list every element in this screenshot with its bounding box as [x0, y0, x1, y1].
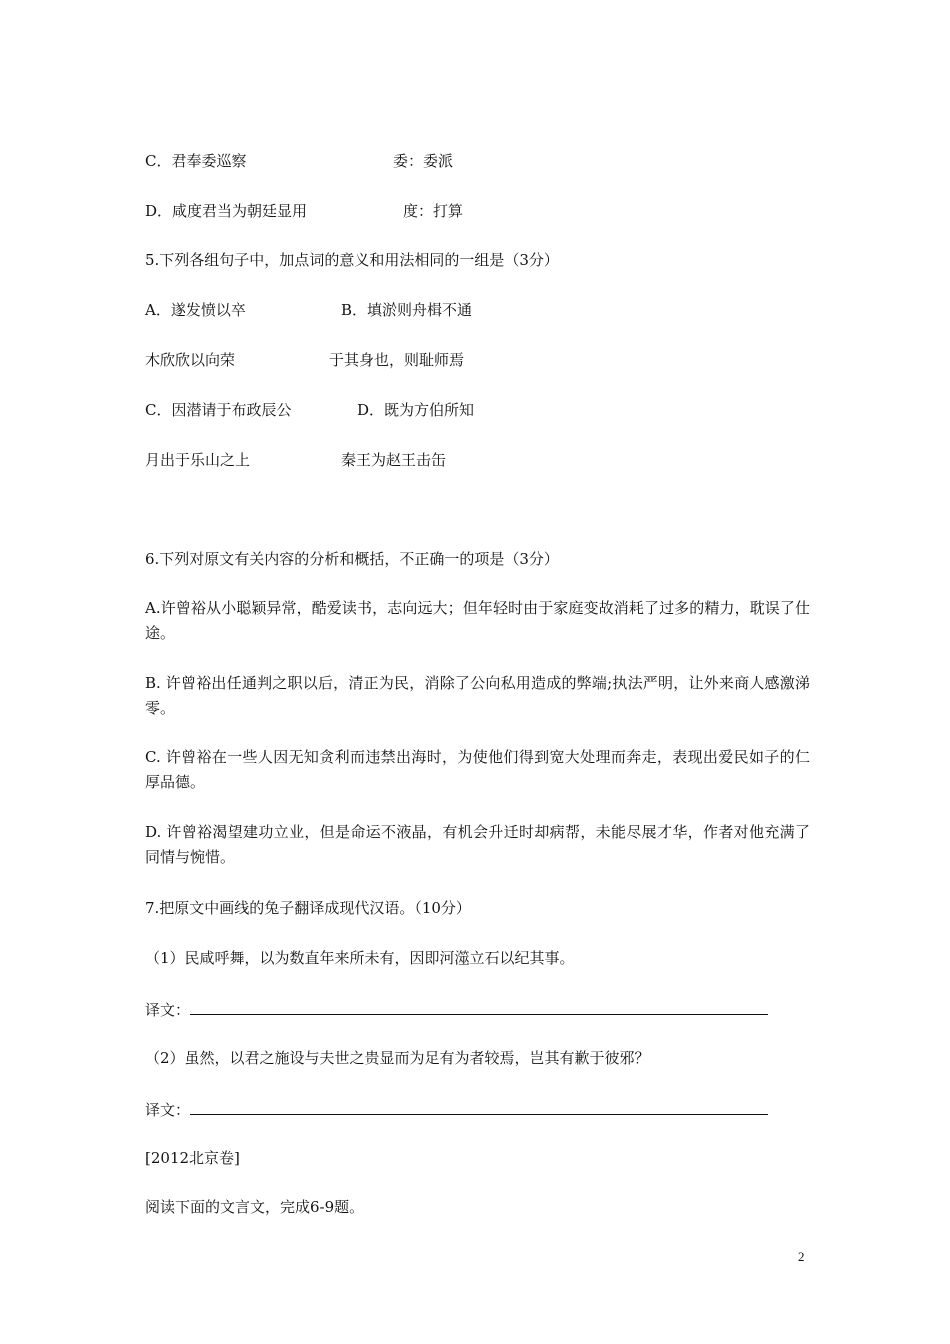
- q4-option-d-row: [145, 203, 307, 219]
- q6-option-d: D. 许曾裕渴望建功立业，但是命运不液晶，有机会升迁时却病帮，未能尽展才华，作者对他充满了同情与惋惜。: [145, 823, 810, 866]
- q6-stem: 6.下列对原文有关内容的分析和概括，不正确一的项是（3分）: [145, 550, 559, 568]
- section-intro: 阅读下面的文言文，完成6-9题。: [145, 1198, 365, 1216]
- q6-option-b: B. 许曾裕出任通判之职以后，清正为民，消除了公向私用造成的弊端;执法严明，让外来商人感激涕零。: [145, 674, 810, 717]
- q5-option-c-sentence2: 月出于乐山之上: [145, 451, 251, 469]
- q7-sentence-2: （2）虽然，以君之施设与夫世之贵显而为足有为者较焉，岂其有歉于彼邪？: [145, 1049, 650, 1067]
- q5-option-a-sentence2: 木欣欣以向荣: [145, 351, 236, 369]
- answer-blank-2[interactable]: [190, 1100, 768, 1115]
- q4-option-d-text: D．咸度君当为朝廷显用: [145, 202, 308, 220]
- q7-stem: 7.把原文中画线的兔子翻译成现代汉语。（10分）: [145, 899, 471, 917]
- q4-option-c-text: C．君奉委巡察: [145, 152, 247, 170]
- page-number: 2: [798, 1249, 805, 1264]
- q5-option-c: C．因潜请于布政辰公: [145, 401, 292, 419]
- q5-option-a: A．遂发愤以卒: [145, 301, 246, 319]
- q7-answer-2: [145, 1100, 768, 1118]
- q5-option-d-sentence2: 秦王为赵王击缶: [341, 451, 447, 469]
- q7-sentence-1: （1）民咸呼舞，以为数直年来所未有，因即河澨立石以纪其事。: [145, 949, 575, 967]
- answer-label: 译文：: [145, 1001, 191, 1019]
- section-heading: [2012北京卷]: [145, 1149, 240, 1167]
- q5-option-b: B．填淤则舟楫不通: [341, 301, 473, 319]
- q5-stem: 5.下列各组句子中，加点词的意义和用法相同的一组是（3分）: [145, 251, 559, 269]
- q4-option-c-gloss: 委：委派: [393, 152, 454, 170]
- q5-option-d: D．既为方伯所知: [357, 401, 475, 419]
- answer-label: 译文：: [145, 1101, 191, 1119]
- q4-option-d-gloss: 度：打算: [403, 202, 464, 220]
- answer-blank-1[interactable]: [190, 1000, 768, 1015]
- q4-option-c-row: [145, 153, 246, 169]
- q6-option-a: A.许曾裕从小聪颖异常，酷爱读书，志向远大；但年轻时由于家庭变故消耗了过多的精力，耽误了仕途。: [145, 599, 810, 642]
- q7-answer-1: [145, 1000, 768, 1018]
- q6-option-c: C. 许曾裕在一些人因无知贪利而违禁出海时，为使他们得到宽大处理而奔走，表现出爱民如子的仁厚品德。: [145, 748, 810, 791]
- q5-option-b-sentence2: 于其身也，则耻师焉: [329, 351, 465, 369]
